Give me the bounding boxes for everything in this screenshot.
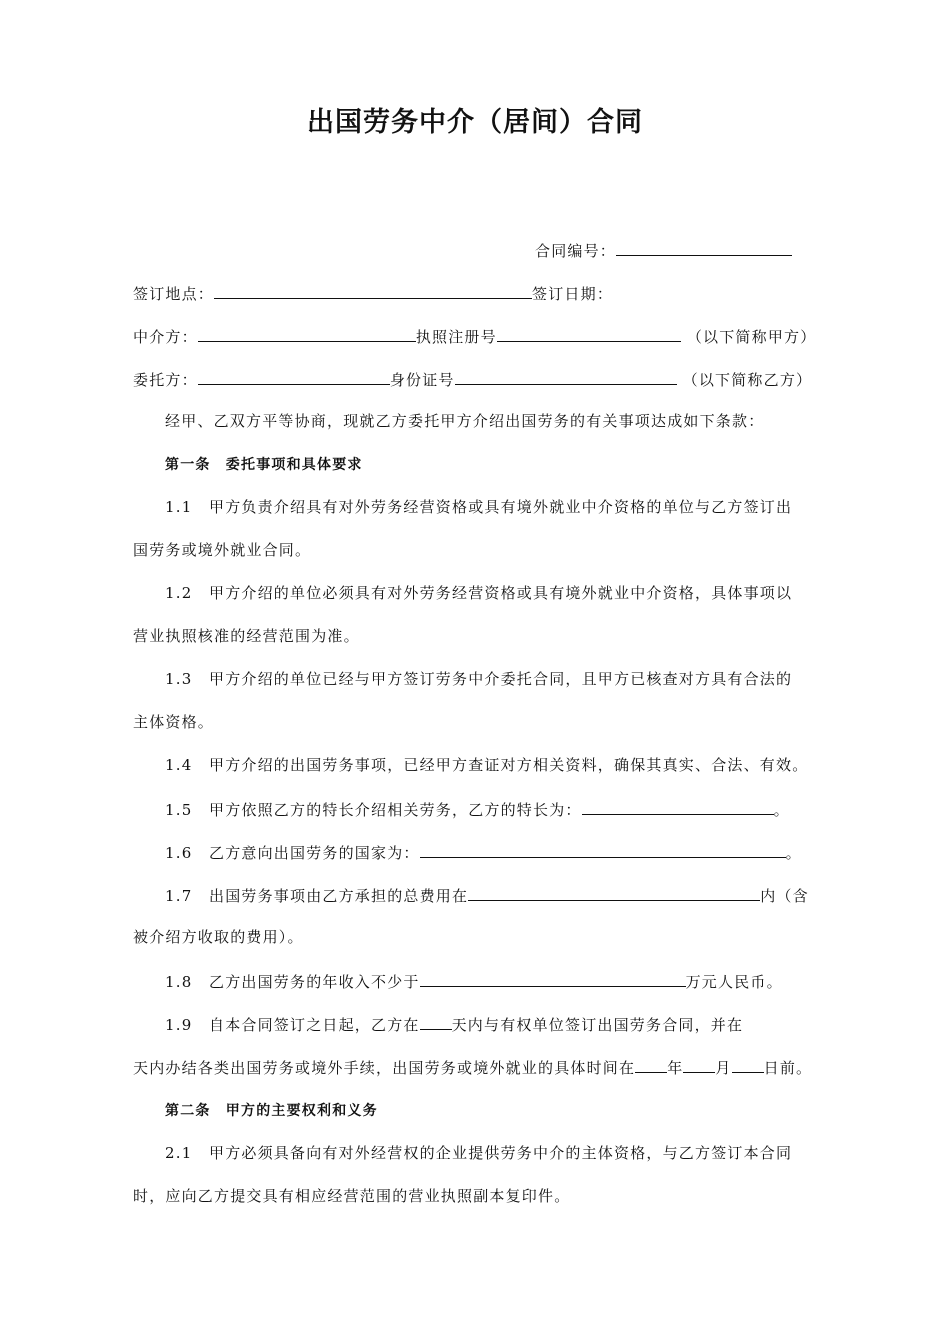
clause-2-1-line1: [165, 1142, 838, 1164]
total-fee-blank: [468, 883, 760, 901]
country-blank: [420, 840, 786, 858]
contract-number-blank: [616, 238, 792, 256]
clause-text: 甲方介绍的出国劳务事项，已经甲方查证对方相关资料，确保其真实、合法、有效。: [209, 756, 809, 774]
party-a-note: （以下简称甲方）: [686, 328, 817, 346]
clause-1-8: [165, 969, 838, 993]
clause-number: 1.7: [165, 887, 193, 905]
contract-number-row: [535, 238, 838, 262]
clause-1-3-line1: [165, 668, 838, 690]
clause-number: 1.9: [165, 1016, 193, 1034]
clause-1-1-line1: [165, 496, 838, 518]
specialty-blank: [582, 797, 774, 815]
clause-1-7-line2: 被介绍方收取的费用）。: [133, 928, 304, 946]
clause-1-1-line2: 国劳务或境外就业合同。: [133, 541, 312, 559]
clause-text: 乙方出国劳务的年收入不少于: [209, 973, 420, 991]
contract-number-label: 合同编号：: [535, 242, 617, 260]
year-blank: [635, 1055, 667, 1073]
intermediary-label: 中介方：: [133, 328, 198, 346]
clause-text: 出国劳务事项由乙方承担的总费用在: [209, 887, 469, 905]
clause-number: 1.6: [165, 844, 193, 862]
client-label: 委托方：: [133, 371, 198, 389]
license-label: 执照注册号: [415, 328, 497, 346]
clause-text: 天内与有权单位签订出国劳务合同，并在: [451, 1016, 744, 1034]
clause-number: 2.1: [165, 1144, 193, 1162]
article1-heading: 第一条 委托事项和具体要求: [165, 457, 363, 473]
clause-1-2-line1: [165, 582, 838, 604]
clause-text: 甲方介绍的单位必须具有对外劳务经营资格或具有境外就业中介资格，具体事项以: [209, 584, 793, 602]
license-blank: [497, 324, 681, 342]
month-blank: [683, 1055, 715, 1073]
clause-number: 1.2: [165, 584, 193, 602]
day-blank: [732, 1055, 764, 1073]
days-blank: [420, 1012, 452, 1030]
clause-text: 自本合同签订之日起，乙方在: [209, 1016, 420, 1034]
clause-number: 1.4: [165, 756, 193, 774]
day-label: 日前。: [763, 1059, 813, 1077]
sign-place-label: 签订地点：: [133, 285, 215, 303]
clause-1-2-line2: 营业执照核准的经营范围为准。: [133, 627, 360, 645]
clause-end: 。: [785, 844, 802, 862]
clause-text: 乙方意向出国劳务的国家为：: [209, 844, 420, 862]
clause-number: 1.5: [165, 801, 193, 819]
clause-end: 。: [773, 801, 790, 819]
clause-1-4: [165, 754, 838, 776]
party-b-note: （以下简称乙方）: [682, 371, 813, 389]
clause-1-5: [165, 797, 838, 821]
clause-end: 万元人民币。: [685, 973, 783, 991]
id-blank: [455, 367, 677, 385]
clause-text: 甲方依照乙方的特长介绍相关劳务，乙方的特长为：: [209, 801, 582, 819]
income-blank: [420, 969, 686, 987]
clause-text: 甲方负责介绍具有对外劳务经营资格或具有境外就业中介资格的单位与乙方签订出: [209, 498, 793, 516]
intermediary-blank: [198, 324, 416, 342]
month-label: 月: [715, 1059, 732, 1077]
sign-row: [133, 281, 838, 305]
clause-end: 内（含: [760, 887, 809, 905]
clause-1-9-line1: [165, 1012, 838, 1036]
id-label: 身份证号: [389, 371, 455, 389]
clause-text: 甲方必须具备向有对外经营权的企业提供劳务中介的主体资格，与乙方签订本合同: [209, 1144, 793, 1162]
clause-number: 1.8: [165, 973, 193, 991]
clause-number: 1.1: [165, 498, 193, 516]
clause-text: 天内办结各类出国劳务或境外手续，出国劳务或境外就业的具体时间在: [133, 1059, 636, 1077]
clause-number: 1.3: [165, 670, 193, 688]
article2-heading: 第二条 甲方的主要权利和义务: [165, 1103, 378, 1119]
clause-1-3-line2: 主体资格。: [133, 713, 215, 731]
clause-2-1-line2: 时，应向乙方提交具有相应经营范围的营业执照副本复印件。: [133, 1187, 571, 1205]
year-label: 年: [667, 1059, 684, 1077]
client-blank: [198, 367, 390, 385]
intro-paragraph: 经甲、乙双方平等协商，现就乙方委托甲方介绍出国劳务的有关事项达成如下条款：: [165, 412, 765, 430]
intermediary-row: [133, 324, 838, 348]
clause-text: 甲方介绍的单位已经与甲方签订劳务中介委托合同，且甲方已核查对方具有合法的: [209, 670, 793, 688]
clause-1-6: [165, 840, 838, 864]
sign-place-blank: [214, 281, 532, 299]
clause-1-9-line2: [133, 1055, 870, 1079]
page-title: 出国劳务中介（居间）合同: [307, 107, 643, 138]
clause-1-7-line1: [165, 883, 838, 907]
client-row: [133, 367, 838, 391]
sign-date-label: 签订日期：: [532, 285, 614, 303]
